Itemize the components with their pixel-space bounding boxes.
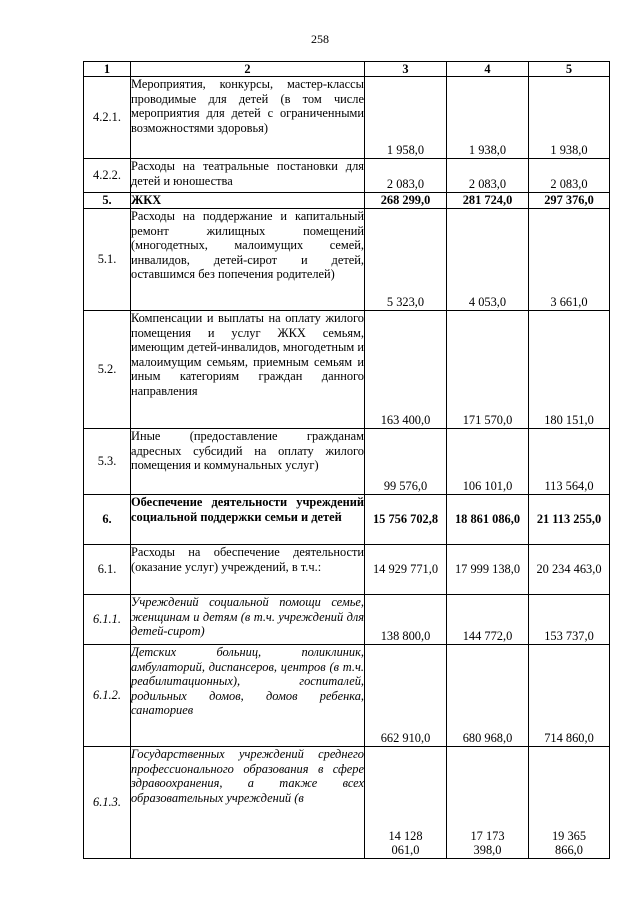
table-row: [84, 595, 610, 645]
row-number: 6.: [84, 495, 131, 545]
row-value-col5: 113 564,0: [529, 429, 610, 495]
row-description: Компенсации и выплаты на оплату жилого помещения и услуг ЖКХ семьям, имеющим детей-инвалидов, многодетным и малоимущим семьям, приемным семьям и иным категориям граждан данного направления: [131, 311, 365, 429]
row-description: Детских больниц, поликлиник, амбулаторий, диспансеров, центров (в т.ч. реабилитационных), госпиталей, родильных домов, домов ребенка, санаториев: [131, 645, 365, 747]
row-number: 6.1.: [84, 545, 131, 595]
row-number: 6.1.2.: [84, 645, 131, 747]
table-row: [84, 545, 610, 595]
row-value-col3: 99 576,0: [365, 429, 447, 495]
table-row: [84, 311, 610, 429]
row-number: 5.3.: [84, 429, 131, 495]
header-col-2: 2: [131, 62, 365, 77]
row-value-col3: 163 400,0: [365, 311, 447, 429]
row-description: ЖКХ: [131, 193, 365, 209]
row-value-col4: 2 083,0: [447, 159, 529, 193]
row-value-col4: 106 101,0: [447, 429, 529, 495]
row-value-col3: 1 958,0: [365, 77, 447, 159]
row-value-col5: 20 234 463,0: [529, 545, 610, 595]
row-value-col5: 714 860,0: [529, 645, 610, 747]
row-value-col5: 21 113 255,0: [529, 495, 610, 545]
row-description: Обеспечение деятельности учреждений социальной поддержки семьи и детей: [131, 495, 365, 545]
table-row: [84, 429, 610, 495]
row-value-col4: 144 772,0: [447, 595, 529, 645]
row-value-col5: 297 376,0: [529, 193, 610, 209]
row-value-col5: 1 938,0: [529, 77, 610, 159]
table-row: [84, 747, 610, 859]
row-value-col4: 18 861 086,0: [447, 495, 529, 545]
row-number: 5.1.: [84, 209, 131, 311]
row-value-col4: 17 173 398,0: [447, 747, 529, 859]
row-value-col4: 281 724,0: [447, 193, 529, 209]
table-row-section: [84, 193, 610, 209]
row-description: Учреждений социальной помощи семье, женщинам и детям (в т.ч. учреждений для детей-сирот): [131, 595, 365, 645]
row-number: 4.2.1.: [84, 77, 131, 159]
row-value-col3: 138 800,0: [365, 595, 447, 645]
row-value-col5: 2 083,0: [529, 159, 610, 193]
row-description: Расходы на поддержание и капитальный ремонт жилищных помещений (многодетных, малоимущих семей, инвалидов, детей-сирот и детей, оставшимся без попечения родителей): [131, 209, 365, 311]
header-col-1: 1: [84, 62, 131, 77]
row-value-col3: 14 128 061,0: [365, 747, 447, 859]
row-value-col3: 5 323,0: [365, 209, 447, 311]
table-row: [84, 159, 610, 193]
row-value-col4: 171 570,0: [447, 311, 529, 429]
row-value-col4: 1 938,0: [447, 77, 529, 159]
row-value-col4: 4 053,0: [447, 209, 529, 311]
row-value-col4: 680 968,0: [447, 645, 529, 747]
row-value-col3: 662 910,0: [365, 645, 447, 747]
row-description: Государственных учреждений среднего профессионального образования в сфере здравоохранения, а также всех образовательных учреждений (в: [131, 747, 365, 859]
header-col-5: 5: [529, 62, 610, 77]
row-value-col5: 153 737,0: [529, 595, 610, 645]
row-description: Мероприятия, конкурсы, мастер-классы проводимые для детей (в том числе мероприятия для детей с ограниченными возможностями здоровья): [131, 77, 365, 159]
row-number: 4.2.2.: [84, 159, 131, 193]
row-number: 5.: [84, 193, 131, 209]
header-col-4: 4: [447, 62, 529, 77]
row-value-col5: 3 661,0: [529, 209, 610, 311]
row-value-col3: 15 756 702,8: [365, 495, 447, 545]
row-description: Расходы на обеспечение деятельности (оказание услуг) учреждений, в т.ч.:: [131, 545, 365, 595]
table-row-section: [84, 495, 610, 545]
row-description: Расходы на театральные постановки для детей и юношества: [131, 159, 365, 193]
header-col-3: 3: [365, 62, 447, 77]
row-value-col4: 17 999 138,0: [447, 545, 529, 595]
row-value-col3: 14 929 771,0: [365, 545, 447, 595]
row-number: 5.2.: [84, 311, 131, 429]
table-row: [84, 77, 610, 159]
row-number: 6.1.1.: [84, 595, 131, 645]
row-value-col5: 180 151,0: [529, 311, 610, 429]
table-row: [84, 209, 610, 311]
row-value-col5: 19 365 866,0: [529, 747, 610, 859]
table-row: [84, 645, 610, 747]
row-value-col3: 2 083,0: [365, 159, 447, 193]
row-description: Иные (предоставление гражданам адресных субсидий на оплату жилого помещения и коммунальных услуг): [131, 429, 365, 495]
page-number: 258: [311, 32, 329, 46]
budget-table: [83, 61, 610, 859]
table-header-row: [84, 62, 610, 77]
row-value-col3: 268 299,0: [365, 193, 447, 209]
row-number: 6.1.3.: [84, 747, 131, 859]
